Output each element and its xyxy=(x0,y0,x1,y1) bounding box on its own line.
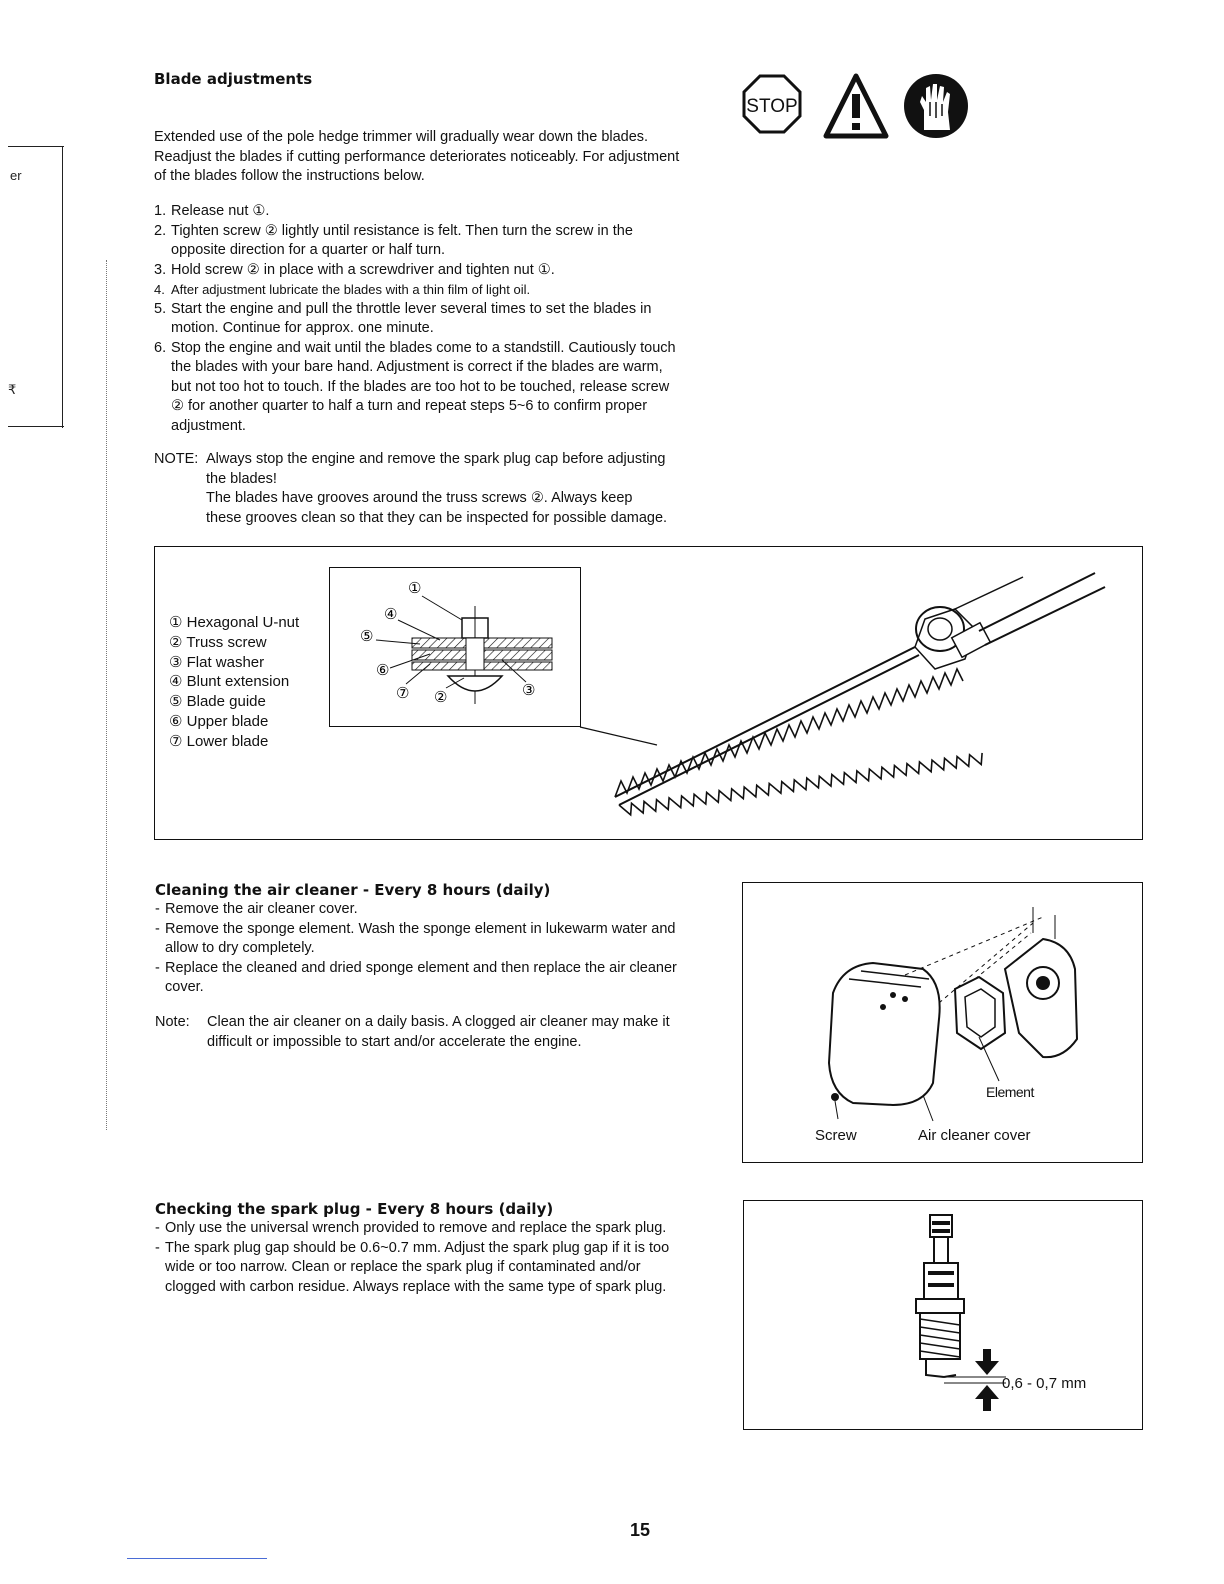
stop-sign-icon xyxy=(744,76,800,132)
blade-steps-list xyxy=(154,202,724,436)
callout-1: ① xyxy=(408,580,422,597)
step-text: opposite direction for a quarter or half turn. xyxy=(171,242,446,258)
margin-tab xyxy=(0,146,64,428)
air-note xyxy=(155,1013,725,1052)
air-step-text: Remove the sponge element. Wash the sponge element in lukewarm water and xyxy=(165,920,676,937)
callout-2: ② xyxy=(434,689,448,706)
screw-label: Screw xyxy=(815,1127,857,1144)
plug-steps-list xyxy=(155,1219,725,1297)
blade-figure xyxy=(154,546,1143,840)
callout-6: ⑥ xyxy=(376,662,390,679)
blade-step xyxy=(154,280,724,300)
plug-step-text: wide or too narrow. Clean or replace the spark plug if contaminated and/or xyxy=(165,1259,641,1275)
gap-arrows-icon xyxy=(975,1349,999,1411)
note-line: difficult or impossible to start and/or accelerate the engine. xyxy=(207,1033,582,1050)
spark-plug-icon xyxy=(916,1215,964,1377)
blade-section-title: Blade adjustments xyxy=(154,70,313,88)
step-text: Release nut ①. xyxy=(171,203,270,219)
hedge-trimmer-drawing xyxy=(575,569,1115,819)
note-line: Always stop the engine and remove the spark plug cap before adjusting xyxy=(206,451,666,467)
blade-step xyxy=(154,222,724,261)
plug-step-text: The spark plug gap should be 0.6~0.7 mm. Adjust the spark plug gap if it is too xyxy=(165,1239,670,1256)
spark-plug-drawing xyxy=(744,1201,1142,1429)
note-label: NOTE: xyxy=(154,451,199,467)
legend-item: ③ Flat washer xyxy=(169,653,265,671)
step-text: After adjustment lubricate the blades with a thin film of light oil. xyxy=(171,282,531,297)
legend-item: ④ Blunt extension xyxy=(169,673,290,691)
step-text: the blades with your bare hand. Adjustment is correct if the blades are warm, xyxy=(171,359,663,375)
callout-4: ④ xyxy=(384,606,398,623)
air-step-text: cover. xyxy=(165,979,204,995)
gap-label: 0,6 - 0,7 mm xyxy=(1002,1375,1087,1392)
step-text: Tighten screw ② lightly until resistance is felt. Then turn the screw in the xyxy=(171,222,633,239)
step-text: ② for another quarter to half a turn and repeat steps 5~6 to confirm proper xyxy=(171,398,648,414)
margin-tab-mark: ₹ xyxy=(8,382,17,397)
plug-section-title: Checking the spark plug - Every 8 hours (daily) xyxy=(155,1200,554,1218)
blade-step xyxy=(154,261,724,281)
air-step-text: Replace the cleaned and dried sponge element and then replace the air cleaner xyxy=(165,959,677,976)
blade-intro xyxy=(154,128,724,187)
step-number: 2. xyxy=(154,222,167,239)
stop-sign-text: STOP xyxy=(746,96,798,117)
air-cleaner-cover-label: Air cleaner cover xyxy=(918,1127,1031,1144)
plug-step: - The spark plug gap should be 0.6~0.7 mm. Adjust the spark plug gap if it is too wide or too narrow. Clean or replace the spark plug if contaminated and/or clogged with carbon residue. Always replace with the same type of spark plug. xyxy=(155,1239,725,1298)
air-step-text: Remove the air cleaner cover. xyxy=(165,901,358,917)
air-step: - Remove the air cleaner cover. xyxy=(155,900,725,920)
air-steps-list xyxy=(155,900,725,998)
legend-item: ② Truss screw xyxy=(169,633,267,651)
note-line: these grooves clean so that they can be inspected for possible damage. xyxy=(206,509,668,526)
warning-icons xyxy=(738,72,978,144)
footer-rule xyxy=(127,1558,267,1559)
callout-7: ⑦ xyxy=(396,685,410,702)
callout-3: ③ xyxy=(522,682,536,699)
element-label: Element xyxy=(986,1084,1034,1100)
air-section-title: Cleaning the air cleaner - Every 8 hours (daily) xyxy=(155,881,551,899)
note-line: Clean the air cleaner on a daily basis. A clogged air cleaner may make it xyxy=(207,1014,670,1030)
blade-step xyxy=(154,202,724,222)
margin-tab-text: er xyxy=(10,168,22,183)
air-cleaner-figure xyxy=(742,882,1143,1163)
blade-step xyxy=(154,339,724,437)
plug-step-text: clogged with carbon residue. Always replace with the same type of spark plug. xyxy=(165,1278,667,1295)
step-text: Stop the engine and wait until the blades come to a standstill. Cautiously touch xyxy=(171,339,676,356)
step-text: Hold screw ② in place with a screwdriver and tighten nut ①. xyxy=(171,261,555,278)
plug-step: - Only use the universal wrench provided to remove and replace the spark plug. xyxy=(155,1219,725,1239)
blade-note xyxy=(154,450,724,528)
warning-triangle-icon xyxy=(826,76,886,136)
blade-teeth xyxy=(615,649,987,819)
step-number: 1. xyxy=(154,203,167,219)
air-step-text: allow to dry completely. xyxy=(165,940,315,956)
step-number: 6. xyxy=(154,339,167,356)
legend-item: ⑥ Upper blade xyxy=(169,712,269,730)
legend-item: ⑤ Blade guide xyxy=(169,693,266,711)
plug-step-text: Only use the universal wrench provided to remove and replace the spark plug. xyxy=(165,1220,667,1236)
blade-legend xyxy=(169,613,299,752)
spark-plug-figure xyxy=(743,1200,1143,1430)
step-text: Start the engine and pull the throttle lever several times to set the blades in xyxy=(171,300,652,317)
step-text: adjustment. xyxy=(171,417,246,434)
callout-5: ⑤ xyxy=(360,628,374,645)
page-number: 15 xyxy=(630,1520,651,1540)
blade-step xyxy=(154,300,724,339)
air-step: - Replace the cleaned and dried sponge element and then replace the air cleaner cover. xyxy=(155,959,725,998)
step-text: but not too hot to touch. If the blades are too hot to be touched, release screw xyxy=(171,378,670,395)
note-label: Note: xyxy=(155,1014,190,1030)
step-number: 4. xyxy=(154,282,165,297)
step-number: 5. xyxy=(154,300,167,317)
note-line: The blades have grooves around the truss screws ②. Always keep xyxy=(206,490,633,506)
note-line: the blades! xyxy=(206,470,277,487)
binding-line xyxy=(106,260,107,1130)
step-number: 3. xyxy=(154,261,167,278)
blade-intro-line: of the blades follow the instructions below. xyxy=(154,168,425,184)
gloves-icon xyxy=(904,74,968,138)
air-step: - Remove the sponge element. Wash the sponge element in lukewarm water and allow to dry completely. xyxy=(155,920,725,959)
blade-intro-line: Extended use of the pole hedge trimmer will gradually wear down the blades. xyxy=(154,129,649,145)
air-cleaner-drawing xyxy=(743,883,1142,1162)
gearbox-head xyxy=(915,607,990,669)
legend-item: ① Hexagonal U-nut xyxy=(169,614,300,631)
blade-intro-line: Readjust the blades if cutting performance deteriorates noticeably. For adjustment xyxy=(154,148,680,165)
step-text: motion. Continue for approx. one minute. xyxy=(171,320,434,336)
blade-detail-drawing xyxy=(330,568,580,726)
legend-item: ⑦ Lower blade xyxy=(169,732,269,750)
